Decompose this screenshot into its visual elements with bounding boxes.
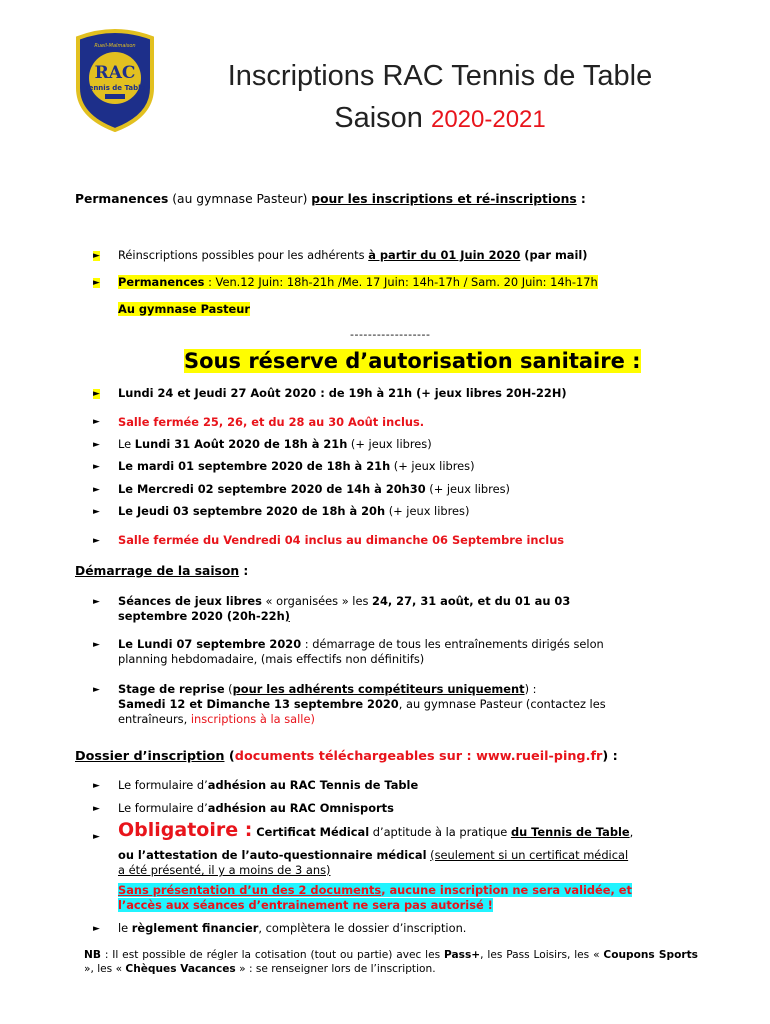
arrow-right-icon: ► [93, 781, 100, 791]
arrow-right-icon: ► [93, 597, 100, 607]
schedule-line-3: Le Lundi 31 Août 2020 de 18h à 21h (+ jeux libres) [118, 437, 432, 451]
doc-item-3-line2: ou l’attestation de l’auto-questionnaire médical (seulement si un certificat médical a été présenté, il y a moins de 3 ans) [118, 848, 629, 877]
page-title: Inscriptions RAC Tennis de Table [227, 60, 653, 92]
permanences-heading: Permanences (au gymnase Pasteur) pour les inscriptions et ré-inscriptions : [75, 192, 586, 206]
permanences-line: Permanences : Ven.12 Juin: 18h-21h /Me. 17 Juin: 14h-17h / Sam. 20 Juin: 14h-17h [118, 275, 598, 289]
rac-logo [72, 28, 158, 132]
svg-text:Rueil-Malmaison: Rueil-Malmaison [94, 43, 136, 49]
demarrage-heading: Démarrage de la saison : [75, 564, 249, 578]
warning-block: Sans présentation d’un des 2 documents, aucune inscription ne sera validée, et l’accès aux séances d’entrainement ne sera pas autorisé ! [118, 883, 632, 912]
reserve-heading: Sous réserve d’autorisation sanitaire : [184, 349, 641, 373]
start-item-3: Stage de reprise (pour les adhérents compétiteurs uniquement) : Samedi 12 et Dimanche 13 septembre 2020, au gymnase Pasteur (contactez les entraîneurs, inscriptions à la salle) [118, 682, 606, 726]
doc-item-4: le règlement financier, complètera le dossier d’inscription. [118, 921, 467, 935]
start-item-2: Le Lundi 07 septembre 2020 : démarrage de tous les entraînements dirigés selon planning hebdomadaire, (mais effectifs non définitifs) [118, 637, 604, 666]
arrow-right-icon: ► [93, 278, 100, 288]
schedule-line-7: Salle fermée du Vendredi 04 inclus au dimanche 06 Septembre inclus [118, 533, 565, 547]
arrow-right-icon: ► [93, 485, 100, 495]
arrow-right-icon: ► [93, 417, 100, 427]
separator: ------------------ [350, 328, 431, 341]
doc-item-1: Le formulaire d’adhésion au RAC Tennis de Table [118, 778, 419, 792]
reinscription-line: Réinscriptions possibles pour les adhérents à partir du 01 Juin 2020 (par mail) [118, 248, 588, 262]
svg-text:RAC: RAC [94, 63, 136, 83]
arrow-right-icon: ► [93, 440, 100, 450]
arrow-right-icon: ► [93, 804, 100, 814]
arrow-right-icon: ► [93, 507, 100, 517]
arrow-right-icon: ► [93, 685, 100, 695]
nb-note: NB : Il est possible de régler la cotisation (tout ou partie) avec les Pass+, les Pass Loisirs, les « Coupons Sports », les « Chèques Vacances » : se renseigner lors de l’inscription. [84, 949, 698, 975]
dossier-heading: Dossier d’inscription (documents téléchargeables sur : www.rueil-ping.fr) : [75, 749, 618, 764]
schedule-line-2: Salle fermée 25, 26, et du 28 au 30 Août inclus. [118, 415, 425, 429]
schedule-line-4: Le mardi 01 septembre 2020 de 18h à 21h (+ jeux libres) [118, 459, 475, 473]
doc-item-3: Obligatoire : Certificat Médical d’aptitude à la pratique du Tennis de Table, [118, 819, 634, 841]
arrow-right-icon: ► [93, 389, 100, 399]
arrow-right-icon: ► [93, 251, 100, 261]
page-subtitle: Saison 2020-2021 [334, 102, 546, 134]
start-item-1: Séances de jeux libres « organisées » les 24, 27, 31 août, et du 01 au 03 septembre 2020 (20h-22h) [118, 594, 571, 623]
arrow-right-icon: ► [93, 924, 100, 934]
arrow-right-icon: ► [93, 640, 100, 650]
schedule-line-5: Le Mercredi 02 septembre 2020 de 14h à 20h30 (+ jeux libres) [118, 482, 510, 496]
schedule-line-1: Lundi 24 et Jeudi 27 Août 2020 : de 19h à 21h (+ jeux libres 20H-22H) [118, 386, 567, 400]
arrow-right-icon: ► [93, 462, 100, 472]
arrow-right-icon: ► [93, 832, 100, 842]
schedule-line-6: Le Jeudi 03 septembre 2020 de 18h à 20h (+ jeux libres) [118, 504, 470, 518]
arrow-right-icon: ► [93, 536, 100, 546]
svg-text:Tennis de Table: Tennis de Table [84, 84, 146, 92]
permanences-place: Au gymnase Pasteur [118, 302, 251, 316]
doc-item-2: Le formulaire d’adhésion au RAC Omnisports [118, 801, 394, 815]
